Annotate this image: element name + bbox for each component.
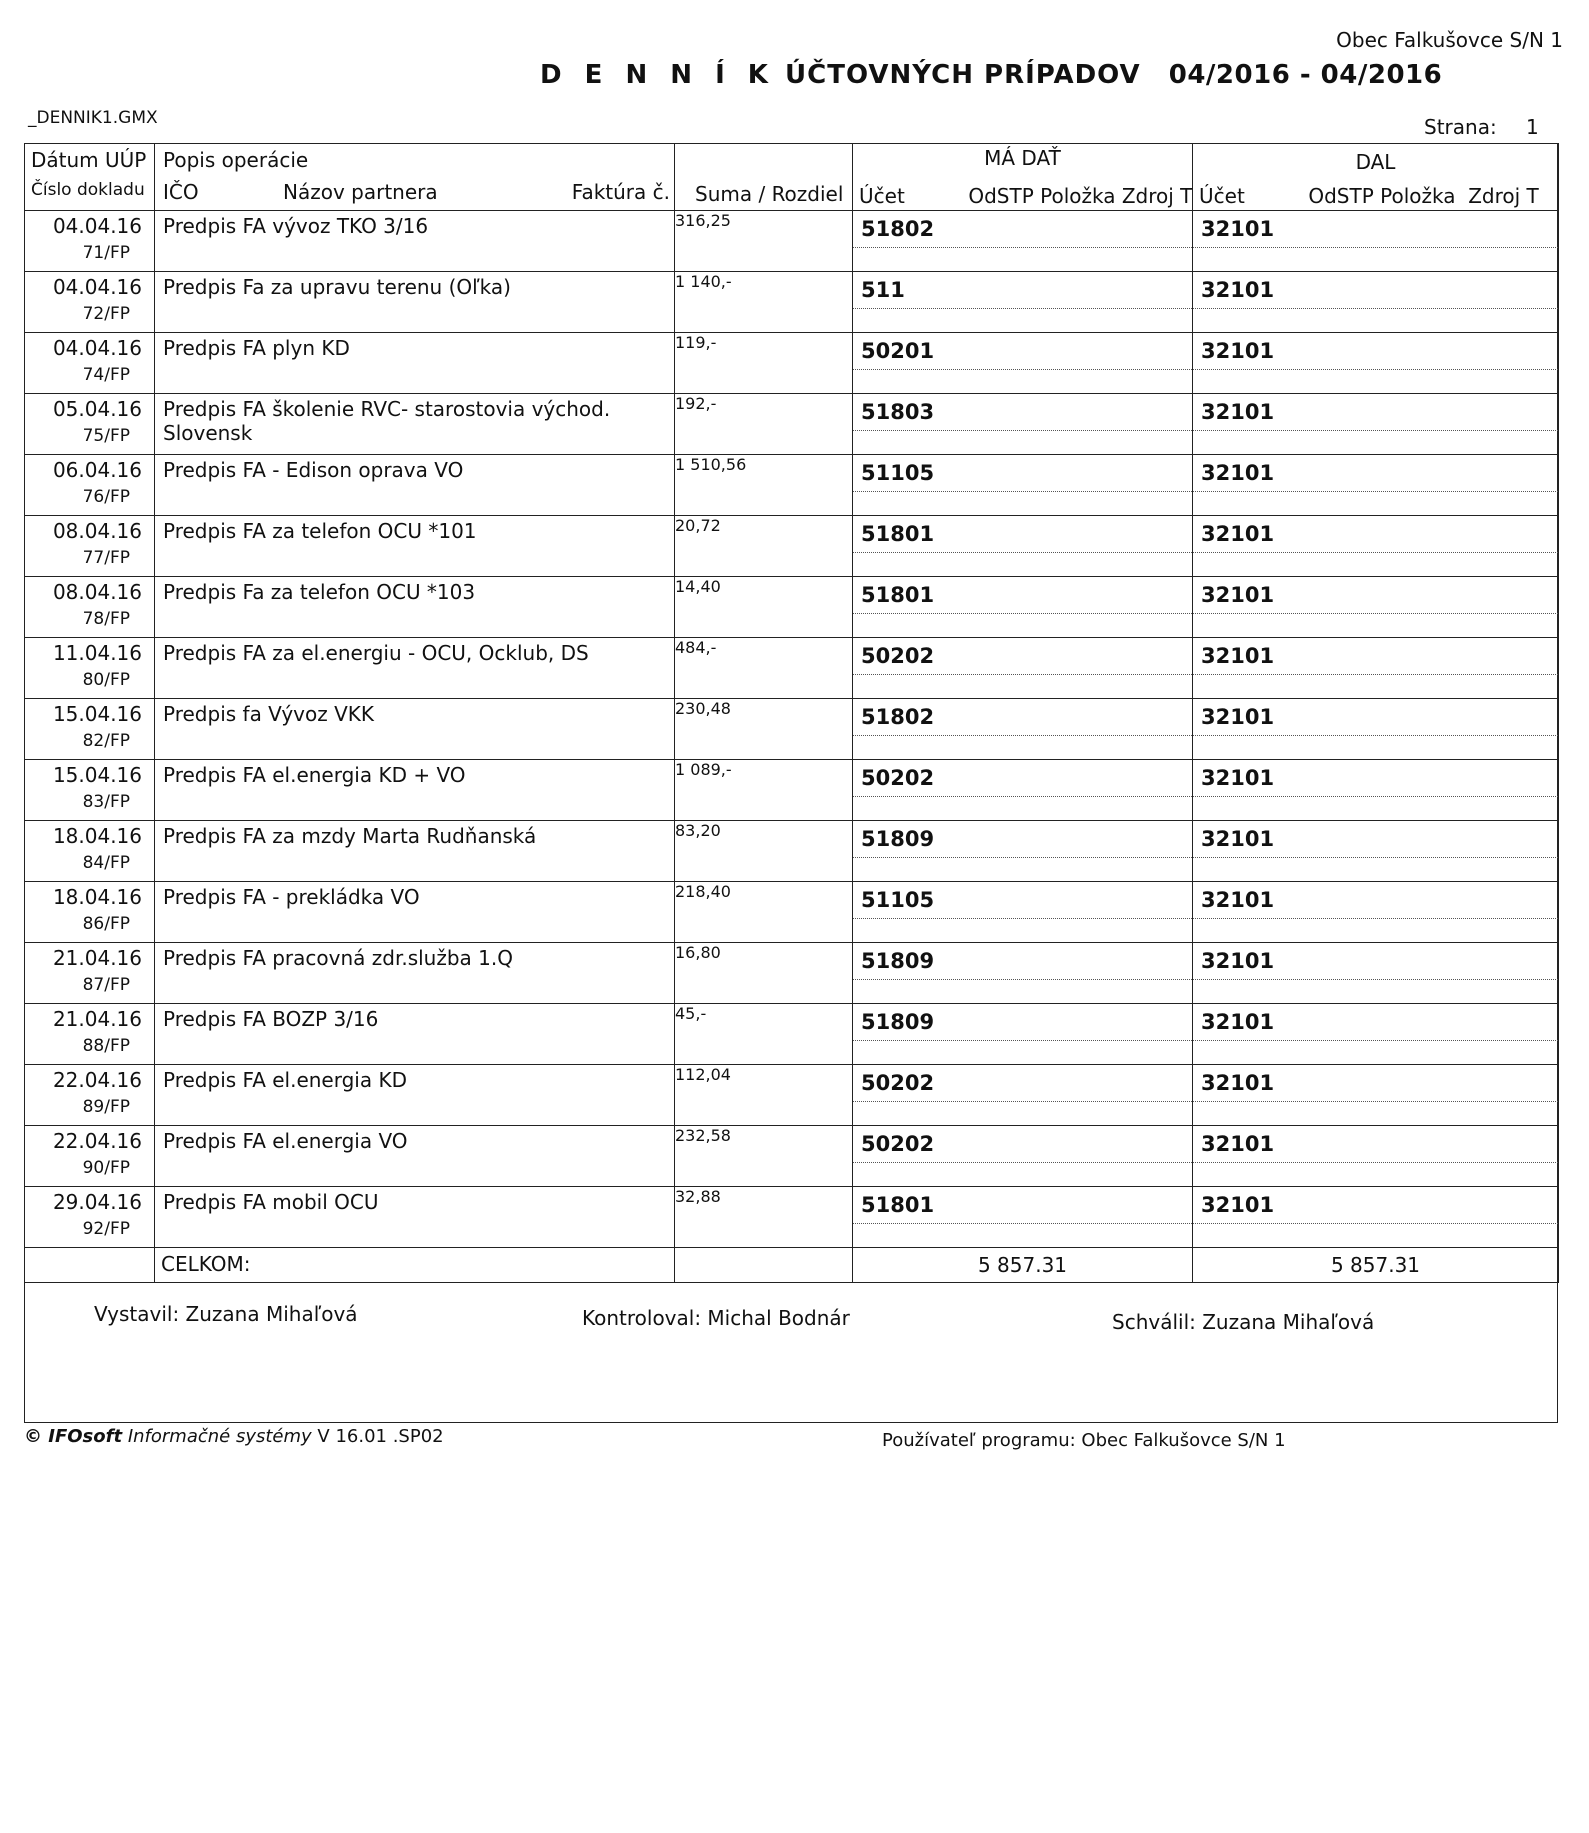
row-amount-cell: [675, 1065, 853, 1126]
row-date: 21.04.16: [52, 946, 142, 970]
table-row: [25, 211, 1559, 272]
row-debit-account: 50202: [861, 766, 935, 790]
row-credit-account: 32101: [1201, 339, 1275, 363]
footer-version: V 16.01 .SP02: [317, 1426, 444, 1447]
row-doc-number: 77/FP: [82, 548, 130, 568]
row-amount-cell: [675, 760, 853, 821]
dotted-rule: [853, 491, 1192, 492]
dotted-rule: [1193, 1101, 1558, 1102]
row-credit-cell: [1193, 821, 1559, 882]
table-row: [25, 1065, 1559, 1126]
totals-debit: 5 857.31: [977, 1253, 1068, 1277]
row-debit-cell: [853, 1126, 1193, 1187]
row-debit-account: 51809: [861, 949, 935, 973]
signature-approved: Schválil: Zuzana Mihaľová: [1112, 1310, 1375, 1334]
table-row: [25, 638, 1559, 699]
row-date-cell: [25, 455, 155, 516]
header-debit-cell: [853, 144, 1193, 211]
row-credit-account: 32101: [1201, 644, 1275, 668]
row-debit-cell: [853, 455, 1193, 516]
row-amount-cell: [675, 211, 853, 272]
page-number: 1: [1526, 115, 1539, 139]
row-description: Predpis FA vývoz TKO 3/16: [163, 214, 429, 238]
dotted-rule: [853, 796, 1192, 797]
row-description: Predpis FA - Edison oprava VO: [163, 458, 464, 482]
dotted-rule: [1193, 430, 1558, 431]
footer-product: Informačné systémy: [127, 1426, 312, 1447]
row-credit-account: 32101: [1201, 461, 1275, 485]
row-debit-account: 50202: [861, 1071, 935, 1095]
row-credit-account: 32101: [1201, 1010, 1275, 1034]
row-debit-account: 51105: [861, 461, 935, 485]
row-description: Predpis FA pracovná zdr.služba 1.Q: [163, 946, 513, 970]
page-label: Strana:: [1424, 115, 1497, 139]
row-debit-cell: [853, 394, 1193, 455]
row-debit-cell: [853, 821, 1193, 882]
row-credit-cell: [1193, 394, 1559, 455]
row-credit-account: 32101: [1201, 583, 1275, 607]
row-amount: 20,72: [675, 516, 721, 535]
row-date: 08.04.16: [52, 519, 142, 543]
header-credit-cell: [1193, 144, 1559, 211]
row-debit-cell: [853, 1004, 1193, 1065]
row-credit-account: 32101: [1201, 400, 1275, 424]
row-doc-number: 71/FP: [82, 243, 130, 263]
row-doc-number: 72/FP: [82, 304, 130, 324]
totals-credit: 5 857.31: [1330, 1253, 1421, 1277]
row-amount-cell: [675, 516, 853, 577]
row-credit-cell: [1193, 1065, 1559, 1126]
row-debit-cell: [853, 943, 1193, 1004]
row-credit-cell: [1193, 577, 1559, 638]
row-credit-cell: [1193, 638, 1559, 699]
row-debit-account: 51809: [861, 1010, 935, 1034]
dotted-rule: [853, 735, 1192, 736]
row-amount: 83,20: [675, 821, 721, 840]
dotted-rule: [853, 308, 1192, 309]
row-amount-cell: [675, 272, 853, 333]
header-credit-sub: Účet OdSTP Položka Zdroj T: [1199, 184, 1539, 208]
row-date: 04.04.16: [52, 275, 142, 299]
row-description: Predpis FA el.energia VO: [163, 1129, 408, 1153]
table-row: [25, 394, 1559, 455]
table-header-row: [25, 144, 1559, 211]
row-description: Predpis FA mobil OCU: [163, 1190, 379, 1214]
row-desc-cell: [155, 211, 675, 272]
row-description: Predpis Fa za upravu terenu (Oľka): [163, 275, 511, 299]
row-desc-cell: [155, 1187, 675, 1248]
row-credit-cell: [1193, 699, 1559, 760]
row-credit-cell: [1193, 1187, 1559, 1248]
dotted-rule: [853, 918, 1192, 919]
header-invoice: Faktúra č.: [571, 180, 670, 204]
row-credit-cell: [1193, 760, 1559, 821]
row-doc-number: 88/FP: [82, 1036, 130, 1056]
row-date: 11.04.16: [52, 641, 142, 665]
dotted-rule: [1193, 918, 1558, 919]
row-debit-account: 51802: [861, 705, 935, 729]
row-amount-cell: [675, 455, 853, 516]
row-doc-number: 76/FP: [82, 487, 130, 507]
dotted-rule: [853, 369, 1192, 370]
row-credit-account: 32101: [1201, 522, 1275, 546]
row-credit-cell: [1193, 333, 1559, 394]
row-credit-cell: [1193, 516, 1559, 577]
row-amount: 192,-: [675, 394, 717, 413]
dotted-rule: [853, 1162, 1192, 1163]
row-date-cell: [25, 333, 155, 394]
totals-row: [25, 1248, 1559, 1283]
row-credit-account: 32101: [1201, 949, 1275, 973]
table-row: [25, 577, 1559, 638]
row-amount-cell: [675, 882, 853, 943]
row-doc-number: 87/FP: [82, 975, 130, 995]
table-row: [25, 333, 1559, 394]
row-date: 15.04.16: [52, 702, 142, 726]
document-title: [540, 60, 1442, 90]
dotted-rule: [853, 1101, 1192, 1102]
row-amount: 45,-: [675, 1004, 707, 1023]
organization-name: Obec Falkušovce S/N 1: [1336, 28, 1563, 52]
row-date-cell: [25, 1126, 155, 1187]
row-description: Predpis FA - prekládka VO: [163, 885, 420, 909]
row-amount: 230,48: [675, 699, 731, 718]
table-row: [25, 455, 1559, 516]
row-desc-cell: [155, 943, 675, 1004]
row-credit-account: 32101: [1201, 888, 1275, 912]
row-credit-account: 32101: [1201, 1071, 1275, 1095]
row-credit-cell: [1193, 455, 1559, 516]
row-date-cell: [25, 760, 155, 821]
row-date: 29.04.16: [52, 1190, 142, 1214]
dotted-rule: [1193, 613, 1558, 614]
row-date-cell: [25, 882, 155, 943]
header-amount-cell: [675, 144, 853, 211]
header-debit: MÁ DAŤ: [984, 146, 1061, 170]
row-doc-number: 89/FP: [82, 1097, 130, 1117]
row-desc-cell: [155, 821, 675, 882]
row-amount-cell: [675, 821, 853, 882]
row-description: Predpis Fa za telefon OCU *103: [163, 580, 476, 604]
row-date-cell: [25, 394, 155, 455]
row-description: Predpis FA za el.energiu - OCU, Ocklub, DS: [163, 641, 589, 665]
table-row: [25, 272, 1559, 333]
row-debit-cell: [853, 760, 1193, 821]
header-amount: Suma / Rozdiel: [695, 182, 844, 206]
row-date: 22.04.16: [52, 1129, 142, 1153]
row-date-cell: [25, 1004, 155, 1065]
row-desc-cell: [155, 394, 675, 455]
row-credit-account: 32101: [1201, 278, 1275, 302]
dotted-rule: [1193, 674, 1558, 675]
row-desc-cell: [155, 638, 675, 699]
row-date: 08.04.16: [52, 580, 142, 604]
row-amount-cell: [675, 699, 853, 760]
row-debit-cell: [853, 699, 1193, 760]
row-date: 06.04.16: [52, 458, 142, 482]
totals-label: CELKOM:: [161, 1252, 251, 1276]
dotted-rule: [1193, 1040, 1558, 1041]
row-credit-cell: [1193, 1004, 1559, 1065]
row-debit-cell: [853, 211, 1193, 272]
row-debit-cell: [853, 516, 1193, 577]
row-credit-account: 32101: [1201, 1193, 1275, 1217]
row-amount: 1 089,-: [675, 760, 732, 779]
table-row: [25, 1187, 1559, 1248]
journal-rows: [25, 211, 1559, 1248]
header-desc: Popis operácie: [163, 148, 309, 172]
row-desc-cell: [155, 882, 675, 943]
dotted-rule: [1193, 735, 1558, 736]
dotted-rule: [1193, 552, 1558, 553]
row-amount-cell: [675, 1126, 853, 1187]
row-amount-cell: [675, 333, 853, 394]
row-desc-cell: [155, 1065, 675, 1126]
table-row: [25, 943, 1559, 1004]
row-credit-cell: [1193, 882, 1559, 943]
dotted-rule: [1193, 796, 1558, 797]
row-debit-account: 51801: [861, 1193, 935, 1217]
dotted-rule: [1193, 308, 1558, 309]
row-description: Predpis fa Vývoz VKK: [163, 702, 374, 726]
dotted-rule: [1193, 1223, 1558, 1224]
row-date-cell: [25, 577, 155, 638]
dotted-rule: [853, 857, 1192, 858]
header-credit: DAL: [1355, 150, 1396, 174]
software-footer: [24, 1426, 444, 1447]
title-word-dennik: D E N N Í K: [540, 60, 775, 90]
dotted-rule: [1193, 1162, 1558, 1163]
row-debit-account: 51801: [861, 583, 935, 607]
row-description: Predpis FA BOZP 3/16: [163, 1007, 379, 1031]
row-doc-number: 83/FP: [82, 792, 130, 812]
table-row: [25, 1126, 1559, 1187]
row-credit-cell: [1193, 1126, 1559, 1187]
row-debit-account: 51801: [861, 522, 935, 546]
row-date: 15.04.16: [52, 763, 142, 787]
totals-label-cell: [155, 1248, 675, 1283]
header-date-cell: [25, 144, 155, 211]
dotted-rule: [853, 1040, 1192, 1041]
table-row: [25, 760, 1559, 821]
row-doc-number: 84/FP: [82, 853, 130, 873]
dotted-rule: [853, 247, 1192, 248]
row-amount-cell: [675, 638, 853, 699]
row-date: 04.04.16: [52, 336, 142, 360]
row-debit-cell: [853, 882, 1193, 943]
row-debit-account: 511: [861, 278, 905, 302]
header-doc-no: Číslo dokladu: [31, 180, 145, 200]
row-desc-cell: [155, 333, 675, 394]
row-doc-number: 75/FP: [82, 426, 130, 446]
row-desc-cell: [155, 577, 675, 638]
totals-amount-cell: [675, 1248, 853, 1283]
dotted-rule: [853, 613, 1192, 614]
row-credit-account: 32101: [1201, 705, 1275, 729]
dotted-rule: [853, 1223, 1192, 1224]
row-debit-cell: [853, 577, 1193, 638]
row-date: 05.04.16: [52, 397, 142, 421]
row-date: 18.04.16: [52, 824, 142, 848]
row-description: Predpis FA školenie RVC- starostovia východ. Slovensk: [163, 397, 611, 445]
row-description: Predpis FA el.energia KD: [163, 1068, 407, 1092]
row-debit-account: 51803: [861, 400, 935, 424]
row-desc-cell: [155, 760, 675, 821]
row-debit-account: 51809: [861, 827, 935, 851]
row-debit-account: 50201: [861, 339, 935, 363]
row-date-cell: [25, 821, 155, 882]
row-date-cell: [25, 943, 155, 1004]
row-desc-cell: [155, 455, 675, 516]
totals-credit-cell: [1193, 1248, 1559, 1283]
table-row: [25, 516, 1559, 577]
row-amount: 16,80: [675, 943, 721, 962]
totals-empty-cell: [25, 1248, 155, 1283]
table-row: [25, 1004, 1559, 1065]
header-ico: IČO: [163, 180, 199, 204]
row-amount: 1 510,56: [675, 455, 747, 474]
row-doc-number: 82/FP: [82, 731, 130, 751]
row-debit-cell: [853, 333, 1193, 394]
row-amount: 218,40: [675, 882, 731, 901]
row-doc-number: 86/FP: [82, 914, 130, 934]
file-name: _DENNIK1.GMX: [28, 108, 158, 128]
row-credit-cell: [1193, 943, 1559, 1004]
row-credit-cell: [1193, 272, 1559, 333]
row-credit-account: 32101: [1201, 827, 1275, 851]
header-desc-cell: [155, 144, 675, 211]
row-doc-number: 74/FP: [82, 365, 130, 385]
row-date-cell: [25, 1065, 155, 1126]
row-debit-cell: [853, 1065, 1193, 1126]
row-amount: 32,88: [675, 1187, 721, 1206]
row-debit-account: 51802: [861, 217, 935, 241]
row-amount: 1 140,-: [675, 272, 732, 291]
header-date: Dátum UÚP: [31, 148, 147, 172]
title-word-rest: ÚČTOVNÝCH PRÍPADOV: [785, 60, 1141, 90]
dotted-rule: [853, 979, 1192, 980]
dotted-rule: [853, 674, 1192, 675]
row-amount-cell: [675, 943, 853, 1004]
row-amount: 232,58: [675, 1126, 731, 1145]
table-row: [25, 699, 1559, 760]
row-date: 04.04.16: [52, 214, 142, 238]
title-period: 04/2016 - 04/2016: [1168, 60, 1443, 90]
row-credit-account: 32101: [1201, 766, 1275, 790]
row-date: 18.04.16: [52, 885, 142, 909]
row-date-cell: [25, 699, 155, 760]
row-doc-number: 90/FP: [82, 1158, 130, 1178]
footer-brand: © IFOsoft: [24, 1426, 123, 1447]
row-debit-account: 51105: [861, 888, 935, 912]
row-description: Predpis FA el.energia KD + VO: [163, 763, 466, 787]
row-date: 22.04.16: [52, 1068, 142, 1092]
row-doc-number: 92/FP: [82, 1219, 130, 1239]
row-debit-cell: [853, 272, 1193, 333]
row-amount-cell: [675, 577, 853, 638]
row-date: 21.04.16: [52, 1007, 142, 1031]
footer-user: Používateľ programu: Obec Falkušovce S/N 1: [882, 1430, 1286, 1451]
dotted-rule: [1193, 857, 1558, 858]
signature-checked: Kontroloval: Michal Bodnár: [582, 1306, 850, 1330]
row-amount: 484,-: [675, 638, 717, 657]
row-desc-cell: [155, 1004, 675, 1065]
row-date-cell: [25, 211, 155, 272]
row-date-cell: [25, 638, 155, 699]
row-amount: 14,40: [675, 577, 721, 596]
row-date-cell: [25, 272, 155, 333]
dotted-rule: [853, 552, 1192, 553]
dotted-rule: [1193, 369, 1558, 370]
header-partner: Názov partnera: [283, 180, 438, 204]
row-amount-cell: [675, 1187, 853, 1248]
row-amount-cell: [675, 1004, 853, 1065]
row-desc-cell: [155, 272, 675, 333]
row-amount: 112,04: [675, 1065, 731, 1084]
row-description: Predpis FA za telefon OCU *101: [163, 519, 477, 543]
signature-issued: Vystavil: Zuzana Mihaľová: [94, 1302, 358, 1326]
row-credit-account: 32101: [1201, 217, 1275, 241]
row-credit-account: 32101: [1201, 1132, 1275, 1156]
row-debit-cell: [853, 638, 1193, 699]
row-debit-account: 50202: [861, 644, 935, 668]
row-desc-cell: [155, 1126, 675, 1187]
dotted-rule: [853, 430, 1192, 431]
row-doc-number: 78/FP: [82, 609, 130, 629]
row-amount: 119,-: [675, 333, 717, 352]
totals-debit-cell: [853, 1248, 1193, 1283]
row-amount-cell: [675, 394, 853, 455]
dotted-rule: [1193, 247, 1558, 248]
row-desc-cell: [155, 699, 675, 760]
row-date-cell: [25, 516, 155, 577]
row-date-cell: [25, 1187, 155, 1248]
row-debit-account: 50202: [861, 1132, 935, 1156]
header-debit-sub: Účet OdSTP Položka Zdroj T: [859, 184, 1193, 208]
row-description: Predpis FA za mzdy Marta Rudňanská: [163, 824, 537, 848]
row-amount: 316,25: [675, 211, 731, 230]
dotted-rule: [1193, 979, 1558, 980]
journal-table: [24, 143, 1559, 1283]
row-description: Predpis FA plyn KD: [163, 336, 350, 360]
row-credit-cell: [1193, 211, 1559, 272]
row-desc-cell: [155, 516, 675, 577]
table-row: [25, 821, 1559, 882]
row-debit-cell: [853, 1187, 1193, 1248]
row-doc-number: 80/FP: [82, 670, 130, 690]
table-row: [25, 882, 1559, 943]
dotted-rule: [1193, 491, 1558, 492]
